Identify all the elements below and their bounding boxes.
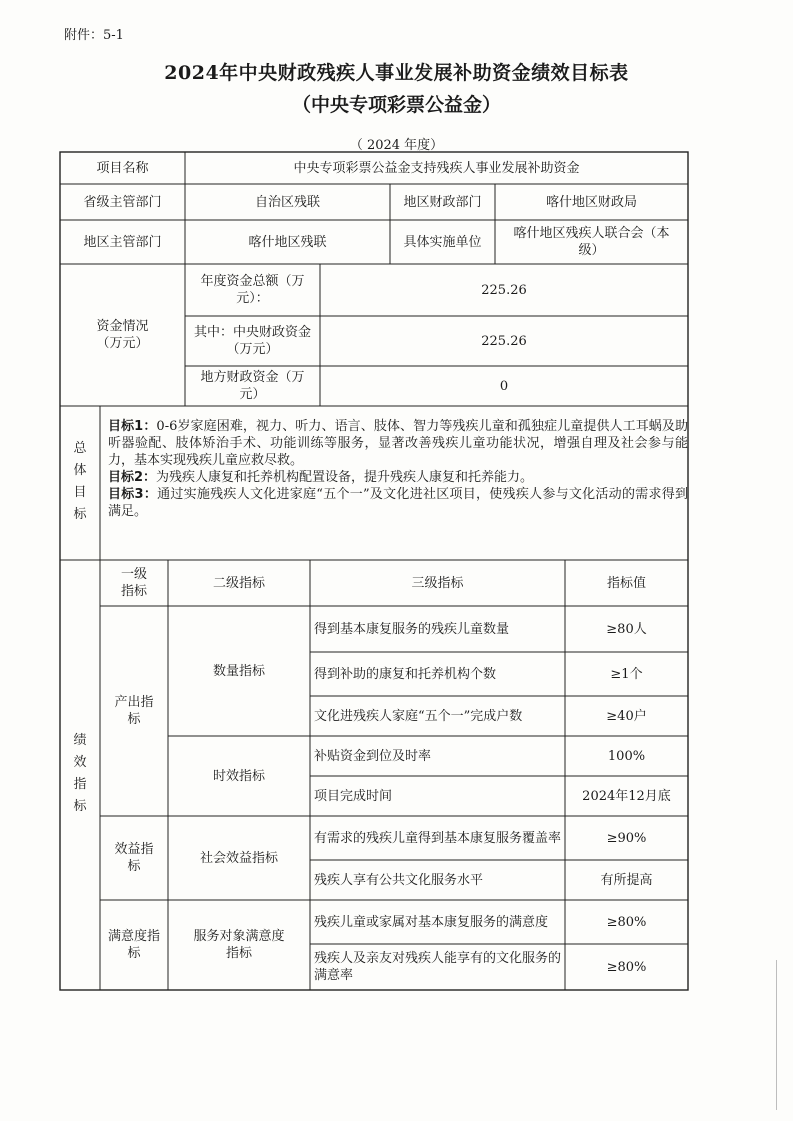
header-level1: 一级指标 — [120, 567, 147, 599]
indicator-5-value: 2024年12月底 — [582, 788, 671, 804]
level2-service: 服务对象满意度指标 — [193, 929, 285, 961]
goal-2 — [108, 469, 688, 486]
indicator-2: 得到补助的康复和托养机构个数 — [314, 666, 497, 682]
perf-label: 绩效指标 — [73, 733, 87, 814]
level1-output: 产出指标 — [114, 695, 154, 727]
goal-3-text: 通过实施残疾人文化进家庭“五个一”及文化进社区项目，使残疾人参与文化活动的需求得到满足。 — [108, 487, 688, 519]
funds-label: 资金情况（万元） — [96, 319, 149, 351]
funds-local-label: 地方财政资金（万元） — [200, 370, 305, 402]
indicator-4: 补贴资金到位及时率 — [314, 748, 432, 764]
goal-2-text: 为残疾人康复和托养机构配置设备，提升残疾人康复和托养能力。 — [156, 470, 534, 485]
goal-3 — [108, 486, 688, 520]
level2-social: 社会效益指标 — [199, 850, 278, 866]
header-value: 指标值 — [606, 575, 646, 591]
finance-dept-value: 喀什地区财政局 — [545, 194, 637, 210]
level1-benefit: 效益指标 — [114, 842, 154, 874]
level2-quantity: 数量指标 — [212, 663, 265, 679]
funds-central-label: 其中：中央财政资金（万元） — [193, 325, 311, 357]
header-level3: 三级指标 — [411, 575, 464, 591]
indicator-9-value: ≥80% — [606, 959, 647, 975]
project-name-value: 中央专项彩票公益金支持残疾人事业发展补助资金 — [293, 160, 580, 176]
annex-label: 附件：5-1 — [64, 28, 124, 43]
regional-dept-value: 喀什地区残联 — [248, 234, 327, 250]
goal-1-text: 0-6岁家庭困难，视力、听力、语言、肢体、智力等残疾儿童和孤独症儿童提供人工耳蜗及助听器验配、肢体矫治手术、功能训练等服务，显著改善残疾儿童功能状况，增强自理及社会参与能力，基本实现残疾儿童应救尽救。 — [108, 419, 688, 468]
header-level2: 二级指标 — [212, 575, 265, 591]
scan-edge-line — [776, 960, 777, 1110]
goal-1-tag: 目标1： — [108, 419, 157, 434]
indicator-3-value: ≥40户 — [606, 708, 647, 724]
funds-local-value: 0 — [499, 378, 509, 394]
indicator-9: 残疾人及亲友对残疾人能享有的文化服务的满意率 — [314, 951, 562, 983]
indicator-5: 项目完成时间 — [314, 788, 393, 804]
goals-text — [108, 418, 688, 520]
year-label: （ 2024 年度） — [349, 138, 444, 153]
project-name-label: 项目名称 — [96, 160, 149, 176]
goals-label: 总体目标 — [73, 441, 87, 522]
indicator-8: 残疾儿童或家属对基本康复服务的满意度 — [314, 914, 549, 930]
indicator-6-value: ≥90% — [606, 830, 647, 846]
indicator-6: 有需求的残疾儿童得到基本康复服务覆盖率 — [314, 830, 562, 846]
goal-3-tag: 目标3： — [108, 487, 158, 502]
funds-central-value: 225.26 — [481, 333, 527, 349]
document-subtitle: （中央专项彩票公益金） — [291, 94, 501, 116]
funds-total-value: 225.26 — [481, 282, 527, 298]
goal-2-tag: 目标2： — [108, 470, 157, 485]
finance-dept-label: 地区财政部门 — [403, 194, 482, 210]
indicator-1: 得到基本康复服务的残疾儿童数量 — [314, 621, 510, 637]
provincial-dept-label: 省级主管部门 — [83, 194, 162, 210]
indicator-1-value: ≥80人 — [606, 621, 647, 637]
funds-total-label: 年度资金总额（万元）： — [200, 274, 305, 306]
indicator-8-value: ≥80% — [606, 914, 647, 930]
level1-satisfaction: 满意度指标 — [108, 929, 161, 961]
implementing-unit-label: 具体实施单位 — [403, 234, 482, 250]
document-title: 2024年中央财政残疾人事业发展补助资金绩效目标表 — [164, 62, 629, 84]
indicator-7: 残疾人享有公共文化服务水平 — [314, 872, 484, 888]
provincial-dept-value: 自治区残联 — [254, 194, 320, 210]
indicator-3: 文化进残疾人家庭“五个一”完成户数 — [314, 708, 523, 724]
indicator-2-value: ≥1个 — [610, 666, 643, 682]
indicator-7-value: 有所提高 — [600, 872, 653, 888]
goal-1 — [108, 418, 688, 469]
implementing-unit-value: 喀什地区残疾人联合会（本级） — [513, 226, 670, 258]
indicator-4-value: 100% — [607, 748, 646, 764]
level2-timeliness: 时效指标 — [212, 768, 265, 784]
regional-dept-label: 地区主管部门 — [83, 234, 162, 250]
